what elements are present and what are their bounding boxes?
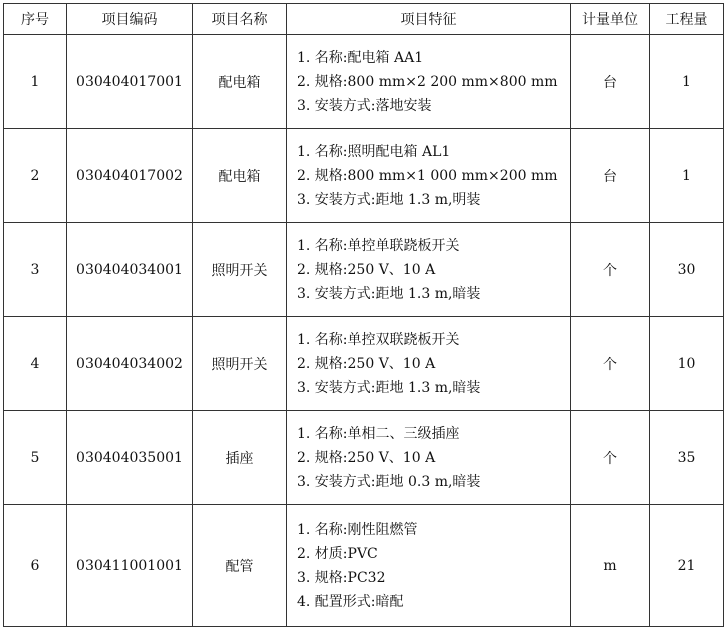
feature-line: 1. 名称:照明配电箱 AL1	[297, 143, 451, 160]
cell-code: 030404017001	[67, 35, 193, 129]
feature-line: 2. 规格:800 mm×2 200 mm×800 mm	[297, 73, 558, 90]
cell-name: 照明开关	[193, 223, 287, 317]
feature-line: 2. 规格:800 mm×1 000 mm×200 mm	[297, 167, 558, 184]
feature-line: 2. 规格:250 V、10 A	[297, 449, 436, 466]
header-row	[4, 4, 724, 35]
cell-unit: 台	[571, 129, 650, 223]
cell-name: 配管	[193, 505, 287, 627]
feature-line: 1. 名称:刚性阻燃管	[297, 521, 418, 538]
header-seq: 序号	[4, 4, 67, 35]
cell-qty: 10	[650, 317, 724, 411]
table-row	[4, 317, 724, 411]
feature-line: 2. 规格:250 V、10 A	[297, 355, 436, 372]
table-row	[4, 35, 724, 129]
cell-unit: 个	[571, 411, 650, 505]
bill-of-quantities-table	[3, 3, 724, 627]
cell-seq: 2	[4, 129, 67, 223]
table-row	[4, 505, 724, 627]
cell-seq: 4	[4, 317, 67, 411]
cell-seq: 1	[4, 35, 67, 129]
quantity-table-wrapper	[3, 3, 724, 627]
feature-line: 1. 名称:单控双联跷板开关	[297, 331, 460, 348]
header-qty: 工程量	[650, 4, 724, 35]
cell-feature	[287, 35, 571, 129]
cell-name: 配电箱	[193, 35, 287, 129]
feature-line: 1. 名称:单控单联跷板开关	[297, 237, 460, 254]
header-feature: 项目特征	[287, 4, 571, 35]
cell-unit: m	[571, 505, 650, 627]
header-unit: 计量单位	[571, 4, 650, 35]
cell-qty: 1	[650, 129, 724, 223]
cell-feature	[287, 411, 571, 505]
cell-qty: 30	[650, 223, 724, 317]
feature-line: 3. 安装方式:距地 1.3 m,明装	[297, 191, 481, 208]
cell-seq: 6	[4, 505, 67, 627]
cell-seq: 5	[4, 411, 67, 505]
feature-line: 4. 配置形式:暗配	[297, 593, 404, 610]
feature-line: 2. 规格:250 V、10 A	[297, 261, 436, 278]
cell-feature	[287, 317, 571, 411]
header-name: 项目名称	[193, 4, 287, 35]
cell-feature	[287, 129, 571, 223]
table-row	[4, 129, 724, 223]
header-code: 项目编码	[67, 4, 193, 35]
cell-qty: 1	[650, 35, 724, 129]
feature-line: 3. 规格:PC32	[297, 569, 386, 586]
cell-code: 030404034002	[67, 317, 193, 411]
cell-unit: 个	[571, 223, 650, 317]
cell-qty: 35	[650, 411, 724, 505]
feature-line: 3. 安装方式:距地 0.3 m,暗装	[297, 473, 481, 490]
cell-seq: 3	[4, 223, 67, 317]
cell-qty: 21	[650, 505, 724, 627]
cell-code: 030411001001	[67, 505, 193, 627]
cell-code: 030404034001	[67, 223, 193, 317]
cell-feature	[287, 505, 571, 627]
feature-line: 3. 安装方式:距地 1.3 m,暗装	[297, 285, 481, 302]
cell-name: 插座	[193, 411, 287, 505]
cell-feature	[287, 223, 571, 317]
cell-name: 配电箱	[193, 129, 287, 223]
table-row	[4, 411, 724, 505]
cell-unit: 台	[571, 35, 650, 129]
cell-name: 照明开关	[193, 317, 287, 411]
feature-line: 1. 名称:单相二、三级插座	[297, 425, 460, 442]
feature-line: 3. 安装方式:落地安装	[297, 97, 432, 114]
cell-code: 030404017002	[67, 129, 193, 223]
feature-line: 3. 安装方式:距地 1.3 m,暗装	[297, 379, 481, 396]
table-row	[4, 223, 724, 317]
cell-unit: 个	[571, 317, 650, 411]
cell-code: 030404035001	[67, 411, 193, 505]
feature-line: 2. 材质:PVC	[297, 545, 378, 562]
feature-line: 1. 名称:配电箱 AA1	[297, 49, 424, 66]
